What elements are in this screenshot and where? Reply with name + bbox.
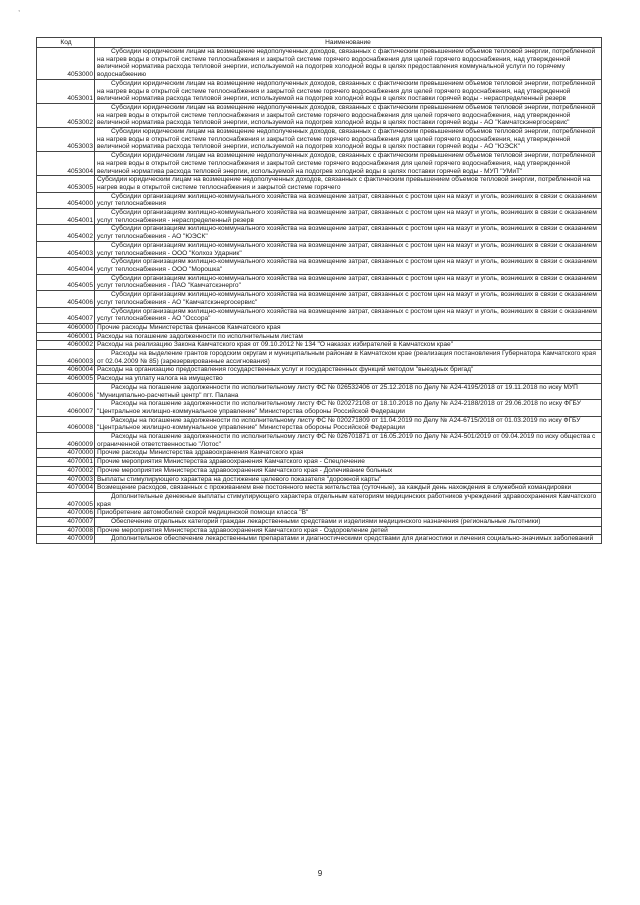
table-row xyxy=(37,176,602,192)
row-name: Расходы на уплату налога на имущество xyxy=(95,375,602,384)
table-row xyxy=(37,79,602,103)
row-name: Субсидии юридическим лицам на возмещение недополученных доходов, связанных с фактическим превышением объемов тепловой энергии, потребленной на нагрев воды в открытой системе теплоснабжения и закрытой системе горячего xyxy=(95,176,602,192)
row-name: Субсидии юридическим лицам на возмещение недополученных доходов, связанных с фактическим превышением объемов тепловой энергии, потребленной на нагрев воды в открытой системе теплоснабжения и закрытой системе горячего водоснабжения для целей горячего водоснабжения, над утвержденной величиной норматива расхода тепловой энергии, используемой на подогрев холодной воды в целях поставки горячей воды - АО "Камчатскэнергосервис" xyxy=(95,103,602,127)
table-row xyxy=(37,209,602,225)
row-name: Расходы на погашение задолженности по исполнительному листу ФС № 020271809 от 11.04.2019 по Делу № А24-6715/2018 от 01.03.2019 по иску ФГБУ "Центральное жилищно-коммунальное управление" Министерства обороны Российской Федерации xyxy=(95,416,602,432)
row-code: 4054007 xyxy=(37,307,95,323)
header-code: Код xyxy=(37,38,95,48)
table-row xyxy=(37,458,602,467)
row-name: Расходы на погашение задолженности по исполнительным листам xyxy=(95,332,602,341)
row-code: 4070004 xyxy=(37,484,95,493)
table-row xyxy=(37,241,602,257)
table-row xyxy=(37,416,602,432)
row-name: Субсидии организациям жилищно-коммунального хозяйства на возмещение затрат, связанных с ростом цен на мазут и уголь, возникших в связи с оказанием услуг теплоснабжения - нераспределенный резерв xyxy=(95,209,602,225)
row-code: 4053005 xyxy=(37,176,95,192)
row-name: Субсидии юридическим лицам на возмещение недополученных доходов, связанных с фактическим превышением объемов тепловой энергии, потребленной на нагрев воды в открытой системе теплоснабжения и закрытой системе горячего водоснабжения для целей горячего водоснабжения, над утвержденной величиной норматива расхода тепловой энергии, используемой на подогрев холодной воды в целях поставки горячей воды - АО "ЮЭСК" xyxy=(95,128,602,152)
row-name: Приобретение автомобилей скорой медицинской помощи класса "В" xyxy=(95,509,602,518)
row-name: Расходы на погашение задолженности по исполнительному листу ФС № 026532406 от 25.12.2018 по Делу № А24-4195/2018 от 19.11.2018 по иску МУП "Муниципально-расчетный центр" пгт. Палана xyxy=(95,383,602,399)
row-code: 4060000 xyxy=(37,323,95,332)
table-row xyxy=(37,128,602,152)
row-code: 4060006 xyxy=(37,383,95,399)
row-code: 4060008 xyxy=(37,416,95,432)
row-name: Дополнительное обеспечение лекарственными препаратами и диагностическими средствами для диагностики и лечения социально-значимых заболеваний xyxy=(95,535,602,544)
table-row xyxy=(37,375,602,384)
row-code: 4070006 xyxy=(37,509,95,518)
table-row xyxy=(37,475,602,484)
table-row xyxy=(37,383,602,399)
table-row xyxy=(37,400,602,416)
row-code: 4060005 xyxy=(37,375,95,384)
row-name: Субсидии юридическим лицам на возмещение недополученных доходов, связанных с фактическим превышением объемов тепловой энергии, потребленной на нагрев воды в открытой системе теплоснабжения и закрытой системе горячего водоснабжения для целей горячего водоснабжения, над утвержденной величиной норматива расхода тепловой энергии, используемой на подогрев холодной воды в целях предоставления коммунальной услуги по горячему водоснабжению xyxy=(95,48,602,80)
row-code: 4070009 xyxy=(37,535,95,544)
table-row xyxy=(37,192,602,208)
budget-classification-table xyxy=(36,37,602,544)
row-code: 4070002 xyxy=(37,466,95,475)
row-code: 4060001 xyxy=(37,332,95,341)
table-row xyxy=(37,307,602,323)
row-name: Расходы на погашение задолженности по исполнительному листу ФС № 026701871 от 16.05.2019 по Делу № А24-501/2019 от 09.04.2019 по иску общества с ограниченной ответственностью "Лотос" xyxy=(95,433,602,449)
row-name: Выплаты стимулирующего характера на достижение целевого показателя "дорожной карты" xyxy=(95,475,602,484)
scan-mark: , xyxy=(18,4,21,13)
row-name: Расходы на реализацию Закона Камчатского края от 09.10.2012 № 134 "О наказах избирателей в Камчатском крае" xyxy=(95,341,602,350)
row-name: Субсидии организациям жилищно-коммунального хозяйства на возмещение затрат, связанных с ростом цен на мазут и уголь, возникших в связи с оказанием услуг теплоснабжения - ООО "Морошка" xyxy=(95,258,602,274)
row-name: Дополнительные денежные выплаты стимулирующего характера отдельным категориям медицинских работников учреждений здравоохранения Камчатского края xyxy=(95,492,602,508)
row-code: 4060004 xyxy=(37,366,95,375)
row-code: 4054002 xyxy=(37,225,95,241)
table-row xyxy=(37,258,602,274)
row-code: 4070007 xyxy=(37,518,95,527)
table-row xyxy=(37,492,602,508)
header-name: Наименование xyxy=(95,38,602,48)
row-code: 4053002 xyxy=(37,103,95,127)
table-row xyxy=(37,332,602,341)
table-row xyxy=(37,518,602,527)
table-row xyxy=(37,535,602,544)
table-row xyxy=(37,526,602,535)
row-code: 4060009 xyxy=(37,433,95,449)
row-code: 4070005 xyxy=(37,492,95,508)
row-code: 4053004 xyxy=(37,152,95,176)
row-code: 4070008 xyxy=(37,526,95,535)
row-name: Прочие расходы Министерства финансов Камчатского края xyxy=(95,323,602,332)
table-row xyxy=(37,225,602,241)
row-name: Расходы на погашение задолженности по исполнительному листу ФС № 020272108 от 18.10.2018 по Делу № А24-2188/2018 от 29.06.2018 по иску ФГБУ "Центральное жилищно-коммунальное управление" Министерства обороны Российской Федерации xyxy=(95,400,602,416)
table-row xyxy=(37,291,602,307)
row-name: Субсидии юридическим лицам на возмещение недополученных доходов, связанных с фактическим превышением объемов тепловой энергии, потребленной на нагрев воды в открытой системе теплоснабжения и закрытой системе горячего водоснабжения для целей горячего водоснабжения, над утвержденной величиной норматива расхода тепловой энергии, используемой на подогрев холодной воды в целях поставки горячей воды - МУП "УМиТ" xyxy=(95,152,602,176)
table-row xyxy=(37,449,602,458)
table-row xyxy=(37,341,602,350)
row-name: Прочие расходы Министерства здравоохранения Камчатского края xyxy=(95,449,602,458)
table-row xyxy=(37,103,602,127)
table-row xyxy=(37,433,602,449)
row-code: 4054000 xyxy=(37,192,95,208)
row-name: Прочие мероприятия Министерства здравоохранения Камчатского края - Долечивание больных xyxy=(95,466,602,475)
row-code: 4054001 xyxy=(37,209,95,225)
row-code: 4054003 xyxy=(37,241,95,257)
table-row xyxy=(37,350,602,366)
row-name: Субсидии организациям жилищно-коммунального хозяйства на возмещение затрат, связанных с ростом цен на мазут и уголь, возникших в связи с оказанием услуг теплоснабжения - АО "ЮЭСК" xyxy=(95,225,602,241)
row-code: 4070003 xyxy=(37,475,95,484)
row-code: 4053003 xyxy=(37,128,95,152)
row-code: 4060002 xyxy=(37,341,95,350)
row-code: 4070000 xyxy=(37,449,95,458)
table-row xyxy=(37,323,602,332)
row-name: Субсидии юридическим лицам на возмещение недополученных доходов, связанных с фактическим превышением объемов тепловой энергии, потребленной на нагрев воды в открытой системе теплоснабжения и закрытой системе горячего водоснабжения для целей горячего водоснабжения, над утвержденной величиной норматива расхода тепловой энергии, используемой на подогрев холодной воды в целях поставки горячей воды - нераспределенный резерв xyxy=(95,79,602,103)
row-code: 4070001 xyxy=(37,458,95,467)
row-name: Субсидии организациям жилищно-коммунального хозяйства на возмещение затрат, связанных с ростом цен на мазут и уголь, возникших в связи с оказанием услуг теплоснабжения - АО "Камчатскэнергосервис" xyxy=(95,291,602,307)
row-name: Расходы на организацию предоставления государственных услуг и государственных функций методом "выездных бригад" xyxy=(95,366,602,375)
row-name: Прочие мероприятия Министерства здравоохранения Камчатского края - Спецлечение xyxy=(95,458,602,467)
row-code: 4060007 xyxy=(37,400,95,416)
table-row xyxy=(37,484,602,493)
table-row xyxy=(37,274,602,290)
table-row xyxy=(37,48,602,80)
row-name: Прочие мероприятия Министерства здравоохранения Камчатского края - Оздоровление детей xyxy=(95,526,602,535)
page-number: 9 xyxy=(317,869,323,878)
row-code: 4053001 xyxy=(37,79,95,103)
table-row xyxy=(37,466,602,475)
table-row xyxy=(37,366,602,375)
row-code: 4053000 xyxy=(37,48,95,80)
table-row xyxy=(37,152,602,176)
table-row xyxy=(37,509,602,518)
table-header-row xyxy=(37,38,602,48)
row-name: Субсидии организациям жилищно-коммунального хозяйства на возмещение затрат, связанных с ростом цен на мазут и уголь, возникших в связи с оказанием услуг теплоснабжения - ПАО "Камчатскэнерго" xyxy=(95,274,602,290)
row-name: Расходы на выделение грантов городским округам и муниципальным районам в Камчатском крае (реализация постановления Губернатора Камчатского края от 02.04.2009 № 85) (зарезервированные ассигнования) xyxy=(95,350,602,366)
row-code: 4054004 xyxy=(37,258,95,274)
row-name: Субсидии организациям жилищно-коммунального хозяйства на возмещение затрат, связанных с ростом цен на мазут и уголь, возникших в связи с оказанием услуг теплоснабжения xyxy=(95,192,602,208)
row-name: Обеспечение отдельных категорий граждан лекарственными средствами и изделиями медицинского назначения (региональные льготники) xyxy=(95,518,602,527)
row-code: 4054006 xyxy=(37,291,95,307)
row-code: 4060003 xyxy=(37,350,95,366)
row-code: 4054005 xyxy=(37,274,95,290)
row-name: Возмещение расходов, связанных с проживанием вне постоянного места жительства (суточные), за каждый день нахождения в служебной командировки xyxy=(95,484,602,493)
row-name: Субсидии организациям жилищно-коммунального хозяйства на возмещение затрат, связанных с ростом цен на мазут и уголь, возникших в связи с оказанием услуг теплоснабжения - ООО "Колхоз Ударник" xyxy=(95,241,602,257)
row-name: Субсидии организациям жилищно-коммунального хозяйства на возмещение затрат, связанных с ростом цен на мазут и уголь, возникших в связи с оказанием услуг теплоснабжения - АО "Оссора" xyxy=(95,307,602,323)
